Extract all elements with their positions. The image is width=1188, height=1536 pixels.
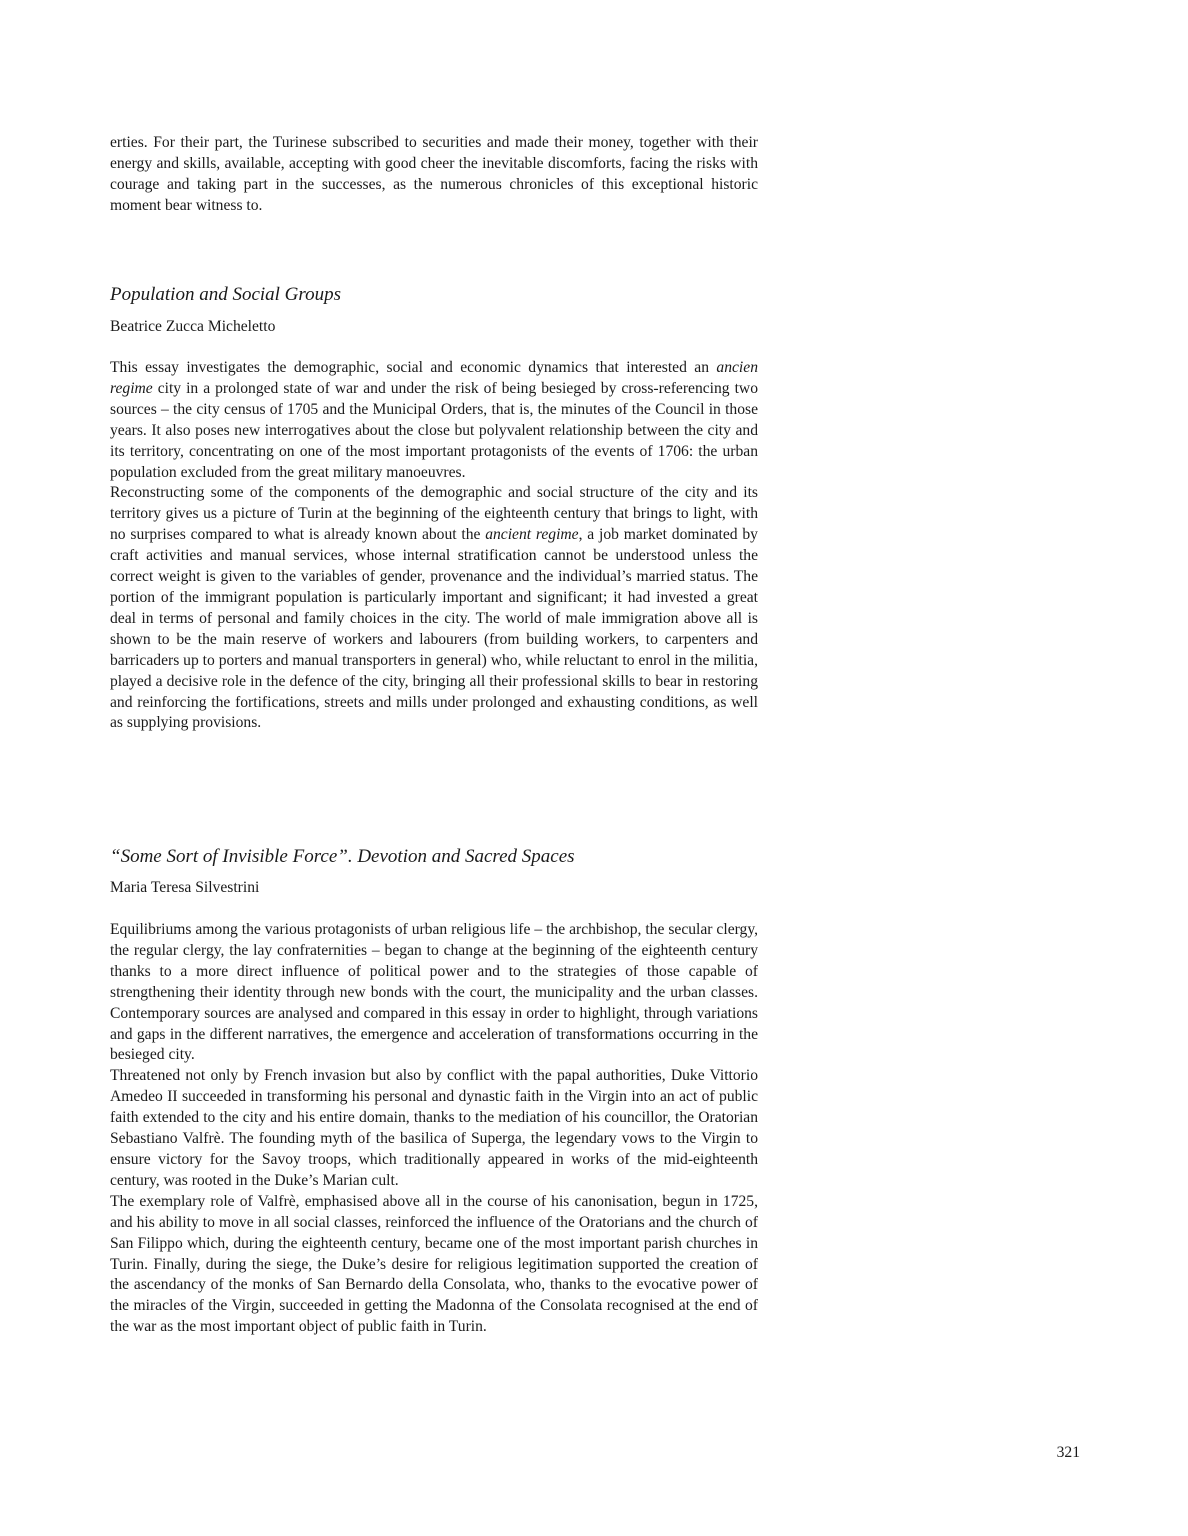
intro-paragraph bbox=[110, 133, 758, 217]
body-paragraph bbox=[110, 483, 758, 734]
body-paragraph: Equilibriums among the various protagonists of urban religious life – the archbishop, the secular clergy, the regular clergy, the lay confraternities – began to change at the beginning of the eighteenth century thanks to a more direct influence of political power and to the strategies of those capable of strengthening their identity through new bonds with the court, the municipality and the urban classes. Contemporary sources are analysed and compared in this essay in order to highlight, through variations and gaps in the different narratives, the emergence and acceleration of transformations occurring in the besieged city. bbox=[110, 921, 758, 1064]
body-paragraph: Threatened not only by French invasion but also by conflict with the papal authorities, Duke Vittorio Amedeo II succeeded in transforming his personal and dynastic faith in the Virgin into an act of public faith extended to the city and his entire domain, thanks to the mediation of his councillor, the Oratorian Sebastiano Valfrè. The founding myth of the basilica of Superga, the legendary vows to the Virgin to ensure victory for the Savoy troops, which traditionally appeared in works of the mid-eighteenth century, was rooted in the Duke’s Marian cult. bbox=[110, 1067, 758, 1189]
page-number: 321 bbox=[1056, 1444, 1080, 1461]
author-silvestrini: Maria Teresa Silvestrini bbox=[110, 879, 260, 896]
section-title-devotion: “Some Sort of Invisible Force”. Devotion and Sacred Spaces bbox=[110, 846, 575, 867]
section-title-population: Population and Social Groups bbox=[110, 284, 341, 305]
body-paragraph bbox=[110, 358, 758, 483]
text-run: , a job market dominated by craft activities and manual services, whose internal stratification cannot be understood unless the correct weight is given to the variables of gender, provenance and the individual’s married status. The portion of the immigrant population is particularly important and significant; it had invested a great deal in terms of personal and family choices in the city. The world of male immigration above all is shown to be the main reserve of workers and labourers (from building workers, to carpenters and barricaders up to porters and manual transporters in general) who, while reluctant to enrol in the militia, played a decisive role in the defence of the city, bringing all their professional skills to bear in restoring and reinforcing the fortifications, streets and mills under prolonged and exhausting conditions, as well as supplying provisions. bbox=[110, 526, 758, 732]
section-body-population bbox=[110, 358, 758, 734]
author-zucca-micheletto: Beatrice Zucca Micheletto bbox=[110, 318, 276, 335]
intro-paragraph-text: erties. For their part, the Turinese subscribed to securities and made their money, together with their energy and skills, available, accepting with good cheer the inevitable discomforts, facing the risks with courage and taking part in the successes, as the numerous chronicles of this exceptional historic moment bear witness to. bbox=[110, 134, 758, 214]
text-run: city in a prolonged state of war and under the risk of being besieged by cross-referencing two sources – the city census of 1705 and the Municipal Orders, that is, the minutes of the Council in those years. It also poses new interrogatives about the close but polyvalent relationship between the city and its territory, concentrating on one of the most important protagonists of the events of 1706: the urban population excluded from the great military manoeuvres. bbox=[110, 379, 758, 481]
section-body-devotion bbox=[110, 920, 758, 1338]
italic-term: ancient regime bbox=[485, 526, 579, 544]
body-paragraph: The exemplary role of Valfrè, emphasised above all in the course of his canonisation, begun in 1725, and his ability to move in all social classes, reinforced the influence of the Oratorians and the church of San Filippo which, during the eighteenth century, became one of the most important parish churches in Turin. Finally, during the siege, the Duke’s desire for religious legitimation supported the creation of the ascendancy of the monks of San Bernardo della Consolata, who, thanks to the evocative power of the miracles of the Virgin, succeeded in getting the Madonna of the Consolata recognised at the end of the war as the most important object of public faith in Turin. bbox=[110, 1192, 758, 1336]
italic-term: ancien regime bbox=[110, 359, 758, 397]
text-run: This essay investigates the demographic, social and economic dynamics that interested an bbox=[110, 359, 717, 376]
text-run: Reconstructing some of the components of the demographic and social structure of the city and its territory gives us a picture of Turin at the beginning of the eighteenth century that brings to light, with no surprises compared to what is already known about the bbox=[110, 484, 758, 544]
